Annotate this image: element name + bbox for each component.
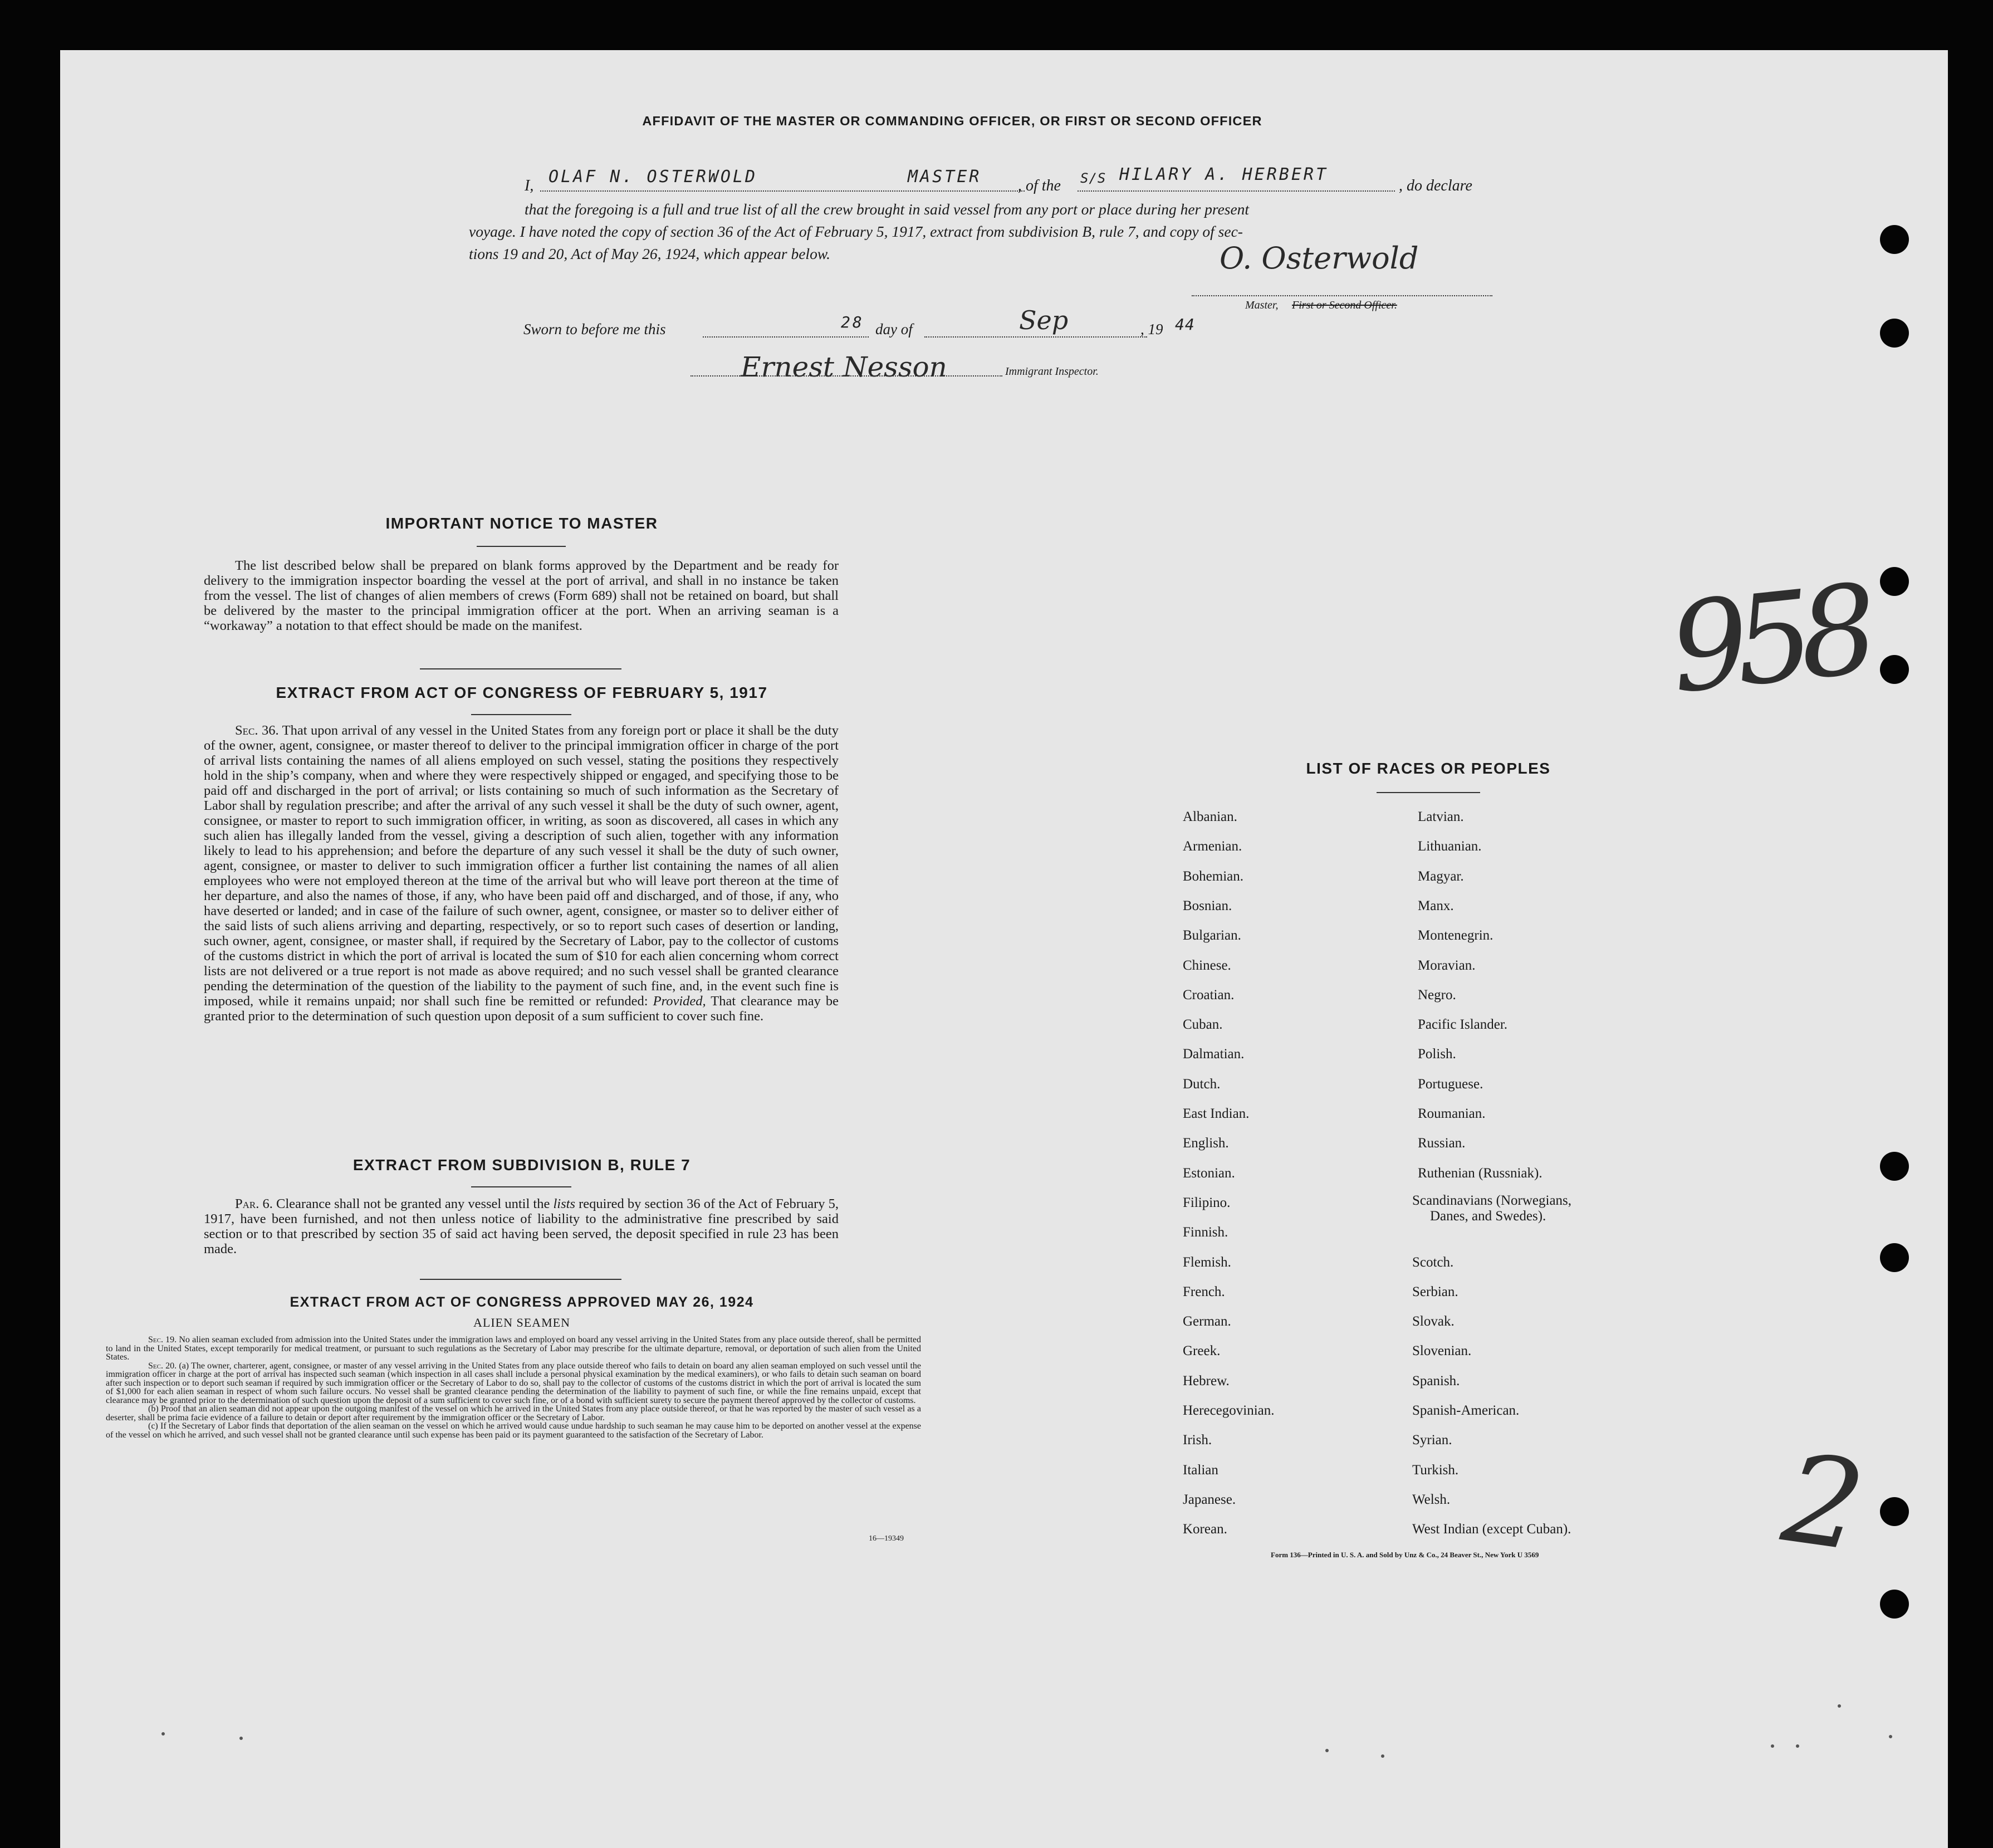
punch-hole	[1880, 1590, 1909, 1619]
race-item: Cuban.	[1183, 1017, 1223, 1033]
race-item: Irish.	[1183, 1433, 1212, 1448]
margin-mark: 2	[1775, 1426, 1873, 1579]
inspector-signature: Ernest Nesson	[741, 351, 947, 383]
race-item: Syrian.	[1412, 1433, 1452, 1448]
section-label: Sec. 20.	[148, 1361, 177, 1371]
race-item: Italian	[1183, 1462, 1218, 1478]
race-item: Scotch.	[1412, 1254, 1454, 1270]
margin-number: 958	[1663, 558, 1872, 721]
race-item: Armenian.	[1183, 839, 1242, 854]
section-20b: (b) Proof that an alien seaman did not appear upon the outgoing manifest of the vessel on which he arrived in the United States from any place outside thereof, or that he was reported by the master of such vessel as a deserter, shall be prima facie evidence of a failure to detain or deport after requirement by the immigration officer or the Secretary of Labor.	[106, 1404, 921, 1422]
sworn-label: Sworn to before me this	[523, 321, 666, 338]
affidavit-line-3: voyage. I have noted the copy of section 36 of the Act of February 5, 1917, extract from subdivision B, rule 7, and copy of sec-	[469, 223, 1243, 240]
of-the-label: , of the	[1018, 177, 1061, 194]
sworn-month-line	[924, 336, 1147, 338]
divider	[477, 546, 566, 547]
punch-hole	[1880, 1497, 1909, 1526]
race-item: Estonian.	[1183, 1165, 1235, 1181]
par-6-body-a: Clearance shall not be granted any vessel until the	[276, 1196, 550, 1211]
race-item: German.	[1183, 1314, 1231, 1329]
race-item: Japanese.	[1183, 1492, 1236, 1507]
race-item: Spanish.	[1412, 1373, 1460, 1389]
race-item: Scandinavians (Norwegians,	[1412, 1192, 1572, 1208]
speck	[1796, 1744, 1799, 1748]
section-19-text: No alien seaman excluded from admission into the United States under the immigration laws and employed on board any vessel arriving in the United States from any place outside thereof, shall be permitted to land in the United States, except temporarily for medical treatment, or pursuant to such regulations as the Secretary of Labor may prescribe for the ultimate departure, removal, or deportation of such alien from the United States.	[106, 1335, 921, 1362]
race-item: Greek.	[1183, 1343, 1221, 1359]
notice-text: The list described below shall be prepared on blank forms approved by the Department and be ready for delivery to the immigration inspector boarding the vessel at the port of arrival, and shall in no instance be taken from the vessel. The list of changes of alien members of crews (Form 689) shall not be retained on board, but shall be delivered by the master to the principal immigration officer at the port. When an arriving seaman is a “workaway” a notation to that effect should be made on the manifest.	[204, 558, 839, 633]
printer-footer: Form 136—Printed in U. S. A. and Sold by Unz & Co., 24 Beaver St., New York U 3569	[1271, 1551, 1539, 1559]
race-item: Moravian.	[1418, 957, 1476, 973]
divider	[420, 1279, 621, 1280]
race-item: Portuguese.	[1418, 1076, 1483, 1092]
race-item: Montenegrin.	[1418, 928, 1493, 943]
speck	[239, 1737, 243, 1740]
punch-hole	[1880, 567, 1909, 596]
affidavit-line-4: tions 19 and 20, Act of May 26, 1924, which appear below.	[469, 245, 831, 262]
sworn-day: 28	[841, 313, 864, 331]
speck	[161, 1732, 165, 1735]
name-line	[540, 190, 1025, 192]
punch-hole	[1880, 225, 1909, 254]
section-label: Sec. 19.	[148, 1335, 177, 1345]
race-item: Bulgarian.	[1183, 928, 1241, 943]
master-signature: O. Osterwold	[1220, 241, 1419, 276]
race-item: Welsh.	[1412, 1492, 1451, 1507]
race-item: French.	[1183, 1284, 1225, 1299]
race-item: Dalmatian.	[1183, 1047, 1245, 1062]
race-item: Flemish.	[1183, 1254, 1231, 1270]
punch-hole	[1880, 1152, 1909, 1181]
race-item: Pacific Islander.	[1418, 1017, 1508, 1033]
vessel-line	[1078, 190, 1395, 192]
race-item: Finnish.	[1183, 1225, 1228, 1240]
notice-title: IMPORTANT NOTICE TO MASTER	[385, 515, 658, 532]
affidavit-line-2: that the foregoing is a full and true list of all the crew brought in said vessel from any port or place during her present	[525, 201, 1250, 218]
race-item: Spanish-American.	[1412, 1403, 1520, 1418]
vessel-name: HILARY A. HERBERT	[1119, 165, 1329, 184]
race-item: Russian.	[1418, 1136, 1466, 1151]
race-item: Magyar.	[1418, 868, 1464, 884]
race-item: Slovak.	[1412, 1314, 1455, 1329]
race-item: Korean.	[1183, 1522, 1227, 1537]
divider	[471, 714, 571, 715]
provided-word: Provided,	[653, 994, 706, 1009]
alien-seamen-subtitle: ALIEN SEAMEN	[473, 1316, 570, 1329]
punch-hole	[1880, 655, 1909, 684]
race-item: Lithuanian.	[1418, 839, 1482, 854]
master-name: OLAF N. OSTERWOLD	[549, 167, 758, 187]
race-item: Ruthenian (Russniak).	[1418, 1165, 1543, 1181]
speck	[1325, 1749, 1329, 1752]
section-20c: (c) If the Secretary of Labor finds that deportation of the alien seaman on the vessel on which he arrived would cause undue hardship to such seaman he may cause him to be deported on another vessel at the expense of the vessel on which he arrived, and such vessel shall not be granted clearance until such expense has been paid or its payment guaranteed to the satisfaction of the Secretary of Labor.	[106, 1421, 921, 1440]
lists-word: lists	[553, 1196, 575, 1211]
race-item: Bosnian.	[1183, 898, 1232, 913]
day-of-label: day of	[875, 321, 913, 338]
section-20a-text: (a) The owner, charterer, agent, consignee, or master of any vessel arriving in the United States from any place outside thereof who fails to detain on board any alien seaman employed on such vessel until the immigration officer in charge at the port of arrival has inspected such seaman (which inspection in all cases shall include a personal physical examination by the medical examiners), or who fails to detain such seaman on board after such inspection or to deport such seaman if required by such immigration officer or the Secretary of Labor to do so, shall pay to the collector of customs of the customs district in which the port of arrival is located the sum of $1,000 for each alien seaman in respect of whom such failure occurs. No vessel shall be granted clearance pending the determination of the liability to payment of such fine, or while the fine remains unpaid, except that clearance may be granted prior to the determination of such question upon the deposit of a sum sufficient to cover such fine, or of a bond with sufficient surety to secure the payment thereof approved by the collector of customs.	[106, 1361, 922, 1405]
extract-1917-text	[204, 723, 839, 1024]
race-item: Manx.	[1418, 898, 1454, 913]
divider	[471, 1186, 571, 1187]
inspector-label: Immigrant Inspector.	[1005, 365, 1099, 378]
sworn-day-line	[703, 336, 869, 338]
form-code: 16—19349	[869, 1534, 904, 1543]
divider	[1377, 792, 1480, 793]
speck	[1889, 1735, 1892, 1738]
section-label: Sec. 36.	[235, 723, 279, 738]
vessel-prefix: S/S	[1080, 170, 1106, 186]
race-item: Polish.	[1418, 1047, 1456, 1062]
race-item: Chinese.	[1183, 957, 1231, 973]
master-rank: MASTER	[908, 167, 982, 187]
punch-hole	[1880, 319, 1909, 348]
race-item: West Indian (except Cuban).	[1412, 1522, 1571, 1537]
race-item: Roumanian.	[1418, 1106, 1486, 1121]
affidavit-lead: I,	[525, 177, 534, 194]
race-item: Slovenian.	[1412, 1343, 1472, 1359]
subdivision-b-title: EXTRACT FROM SUBDIVISION B, RULE 7	[352, 1156, 691, 1174]
race-item: Hebrew.	[1183, 1373, 1230, 1389]
race-item: East Indian.	[1183, 1106, 1250, 1121]
speck	[1771, 1744, 1774, 1748]
year-prefix: , 19	[1140, 321, 1163, 338]
races-title: LIST OF RACES OR PEOPLES	[1306, 760, 1551, 777]
year-suffix: 44	[1175, 315, 1195, 334]
struck-officer-label: First or Second Officer.	[1292, 299, 1397, 311]
speck	[1838, 1704, 1841, 1708]
par-6-body-b: required by section 36 of the Act of February 5, 1917, have been furnished, and not then unless notice of liability to the administrative fine prescribed by said section or to that prescribed by section 35 of said act having been served, the deposit specified in rule 23 has been made.	[204, 1196, 839, 1257]
inspector-line	[691, 375, 1002, 377]
master-label: Master,	[1245, 299, 1279, 311]
punch-hole	[1880, 1243, 1909, 1272]
speck	[1381, 1754, 1384, 1758]
race-item: Negro.	[1418, 987, 1456, 1003]
section-20a	[106, 1362, 921, 1405]
race-item: Herecegovinian.	[1183, 1403, 1275, 1418]
extract-1924-title: EXTRACT FROM ACT OF CONGRESS APPROVED MAY 26, 1924	[290, 1294, 754, 1310]
race-item: Dutch.	[1183, 1076, 1221, 1092]
race-item: Filipino.	[1183, 1195, 1231, 1210]
section-36-end: That clearance may be granted prior to the determination of such question upon deposit of a sum sufficient to cover such fine.	[204, 994, 839, 1024]
race-item: Turkish.	[1412, 1462, 1459, 1478]
extract-1917-title: EXTRACT FROM ACT OF CONGRESS OF FEBRUARY 5, 1917	[276, 684, 768, 701]
section-36-body: That upon arrival of any vessel in the United States from any foreign port or place it shall be the duty of the owner, agent, consignee, or master thereof to deliver to the principal immigration officer in charge of the port of arrival lists containing the names of all aliens employed on such vessel, stating the positions they respectively hold in the ship’s company, when and where they were respectively shipped or engaged, and specifying those to be paid off and discharged in the port of arrival; or lists containing so much of such information as the Secretary of Labor shall by regulation prescribe; and after the arrival of any such vessel it shall be the duty of such owner, agent, consignee, or master to report to such immigration officer, in writing, as soon as discovered, all cases in which any such alien has illegally landed from the vessel, giving a description of such alien, together with any information likely to lead to his apprehension; and before the departure of any such vessel it shall be the duty of such owner, agent, consignee, or master to deliver to such immigration officer a further list containing the names of all alien employees who were not employed thereon at the time of the arrival but who will leave port thereon at the time of her departure, and also the names of those, if any, who have been paid off and discharged, and of those, if any, who have deserted or landed; and in case of the failure of such owner, agent, consignee, or master so to deliver either of the said lists of such aliens arriving and departing, respectively, or so to report such cases of desertion or landing, such owner, agent, consignee, or master shall, if required by the Secretary of Labor, pay to the collector of customs of the customs district in which the port of arrival is located the sum of $10 for each alien concerning whom correct lists are not delivered or a true report is not made as above required; and no such vessel shall be granted clearance pending the determination of the question of the liability to the payment of such fine, and, in the event such fine is imposed, while it remains unpaid; nor shall such fine be remitted or refunded:	[204, 723, 839, 1009]
extract-1924-body	[106, 1336, 921, 1439]
do-declare-label: , do declare	[1399, 177, 1472, 194]
sworn-month: Sep	[1019, 305, 1069, 335]
race-item: Serbian.	[1412, 1284, 1458, 1299]
race-item: Latvian.	[1418, 809, 1464, 824]
race-item: Albanian.	[1183, 809, 1237, 824]
race-item: Danes, and Swedes).	[1430, 1208, 1546, 1224]
master-signature-line	[1192, 295, 1492, 296]
section-19	[106, 1336, 921, 1362]
race-item: Croatian.	[1183, 987, 1235, 1003]
affidavit-title: AFFIDAVIT OF THE MASTER OR COMMANDING OFFICER, OR FIRST OR SECOND OFFICER	[642, 114, 1262, 128]
paragraph-label: Par. 6.	[235, 1196, 273, 1211]
race-item: English.	[1183, 1136, 1229, 1151]
divider	[420, 668, 621, 669]
subdivision-b-text	[204, 1196, 839, 1257]
race-item: Bohemian.	[1183, 868, 1244, 884]
